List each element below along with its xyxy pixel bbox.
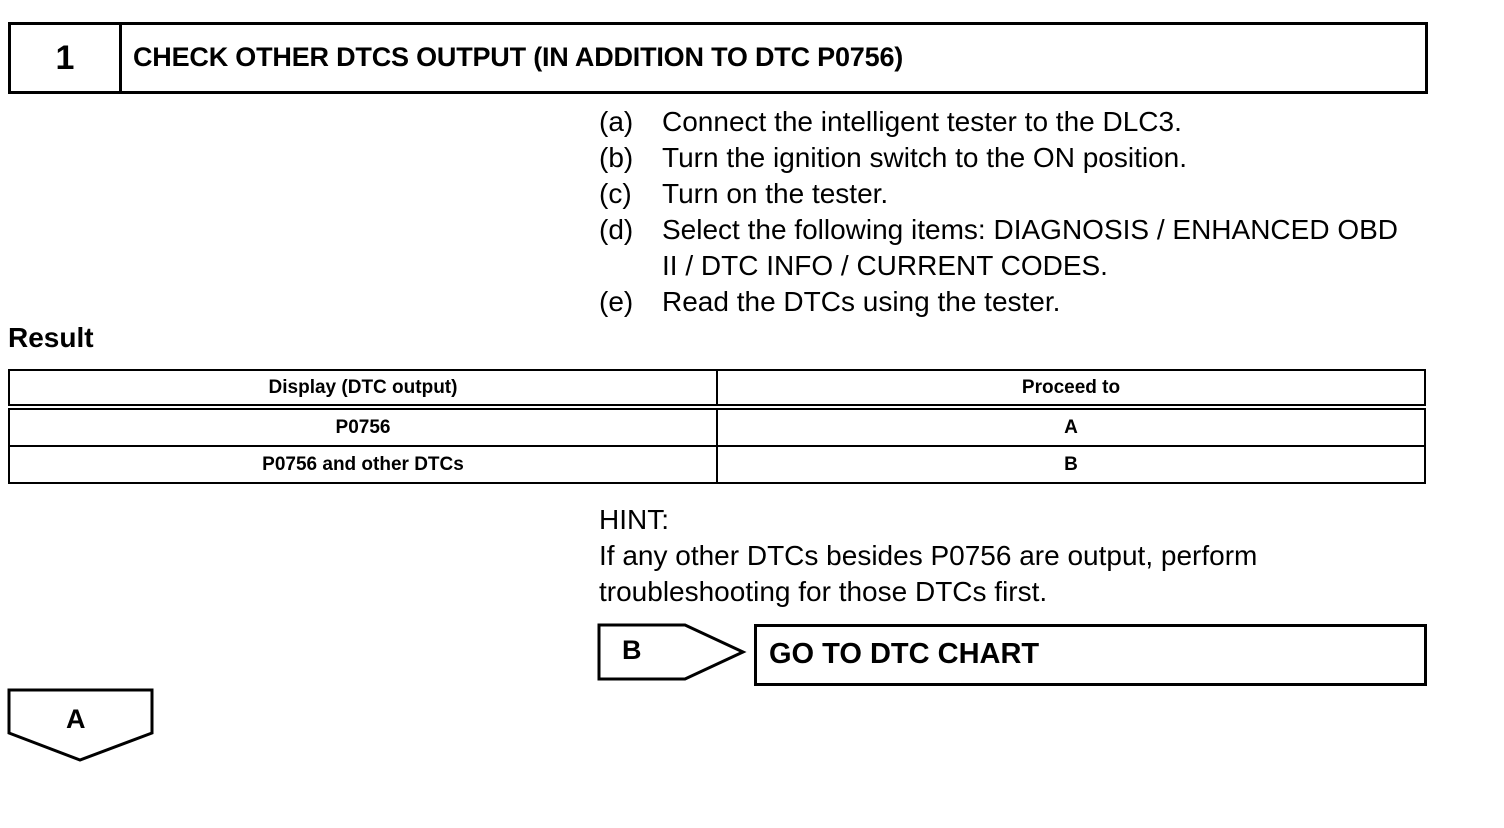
procedure-letter: (b) — [599, 142, 634, 173]
table-row — [9, 446, 1425, 483]
hint — [599, 502, 1419, 610]
procedure-text: Connect the intelligent tester to the DLC3. — [662, 106, 1182, 137]
table-cell-proceed: A — [717, 407, 1425, 446]
procedure-letter: (e) — [599, 286, 634, 317]
hint-label: HINT: — [599, 504, 669, 535]
column-header-display: Display (DTC output) — [9, 370, 717, 407]
branch-a-label: A — [66, 704, 86, 734]
table-row — [9, 407, 1425, 446]
destination-text: GO TO DTC CHART — [769, 638, 1040, 670]
column-header-proceed: Proceed to — [717, 370, 1425, 407]
step-number: 1 — [11, 25, 122, 91]
table-cell-display: P0756 — [9, 407, 717, 446]
step-header — [8, 22, 1428, 94]
table-cell-proceed: B — [717, 446, 1425, 483]
procedure-item — [599, 140, 1419, 176]
table-header-row — [9, 370, 1425, 407]
table-cell-display: P0756 and other DTCs — [9, 446, 717, 483]
hint-text: If any other DTCs besides P0756 are output, perform troubleshooting for those DTCs first. — [599, 540, 1258, 607]
procedure-letter: (a) — [599, 106, 634, 137]
procedure-text: Read the DTCs using the tester. — [662, 286, 1061, 317]
procedure-text: Turn on the tester. — [662, 178, 889, 209]
procedure-item — [599, 104, 1419, 140]
procedure-item — [599, 284, 1419, 320]
result-label: Result — [8, 322, 94, 353]
procedure-text: Select the following items: DIAGNOSIS / ENHANCED OBD II / DTC INFO / CURRENT CODES. — [662, 214, 1398, 281]
branch-b-arrow-icon — [597, 623, 747, 681]
procedure-letter: (d) — [599, 214, 634, 245]
step-title: CHECK OTHER DTCS OUTPUT (IN ADDITION TO DTC P0756) — [133, 42, 904, 72]
procedure-item — [599, 212, 1419, 284]
procedure-item — [599, 176, 1419, 212]
result-table — [8, 369, 1426, 484]
procedure-text: Turn the ignition switch to the ON position. — [662, 142, 1187, 173]
destination-box[interactable] — [754, 624, 1427, 686]
procedure-list — [599, 104, 1419, 320]
branch-b-label: B — [622, 635, 642, 665]
procedure-letter: (c) — [599, 178, 632, 209]
